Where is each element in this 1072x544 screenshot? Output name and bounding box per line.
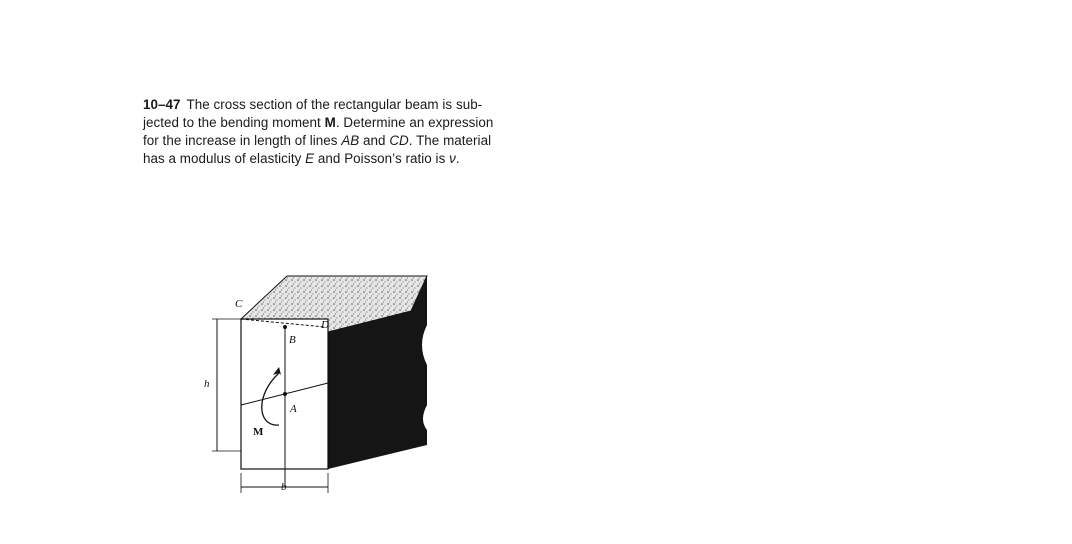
- beam-diagram: [195, 255, 445, 510]
- label-moment: M: [253, 426, 264, 438]
- beam-figure: [195, 255, 445, 510]
- point-b: [283, 325, 287, 329]
- problem-text-4b: and Poisson’s ratio is: [314, 151, 450, 166]
- poisson-symbol: ν: [449, 151, 456, 166]
- line-cd-symbol: CD: [389, 133, 409, 148]
- label-c: C: [235, 298, 243, 310]
- line-ab-symbol: AB: [341, 133, 360, 148]
- problem-line-3: [143, 132, 583, 150]
- problem-line-4: [143, 150, 583, 168]
- problem-statement: [143, 96, 583, 168]
- label-height: h: [204, 378, 210, 390]
- problem-text-3c: . The material: [408, 133, 492, 148]
- modulus-symbol: E: [305, 151, 315, 166]
- problem-text-4c: .: [455, 151, 460, 166]
- problem-number: 10–47: [143, 97, 181, 112]
- problem-text-1: The cross section of the rectangular beam is sub-: [186, 97, 483, 112]
- point-a: [283, 392, 287, 396]
- problem-text-4a: has a modulus of elasticity: [143, 151, 306, 166]
- moment-symbol: M: [324, 115, 336, 130]
- problem-text-3b: and: [359, 133, 390, 148]
- problem-text-2b: . Determine an expression: [335, 115, 494, 130]
- problem-text-3a: for the increase in length of lines: [143, 133, 342, 148]
- label-a-point: A: [290, 403, 297, 415]
- problem-text-2a: jected to the bending moment: [143, 115, 325, 130]
- label-b-point: B: [289, 334, 296, 346]
- problem-line-2: [143, 114, 583, 132]
- problem-line-1: [143, 96, 583, 114]
- label-width: b: [281, 481, 287, 493]
- label-d: D: [321, 319, 329, 331]
